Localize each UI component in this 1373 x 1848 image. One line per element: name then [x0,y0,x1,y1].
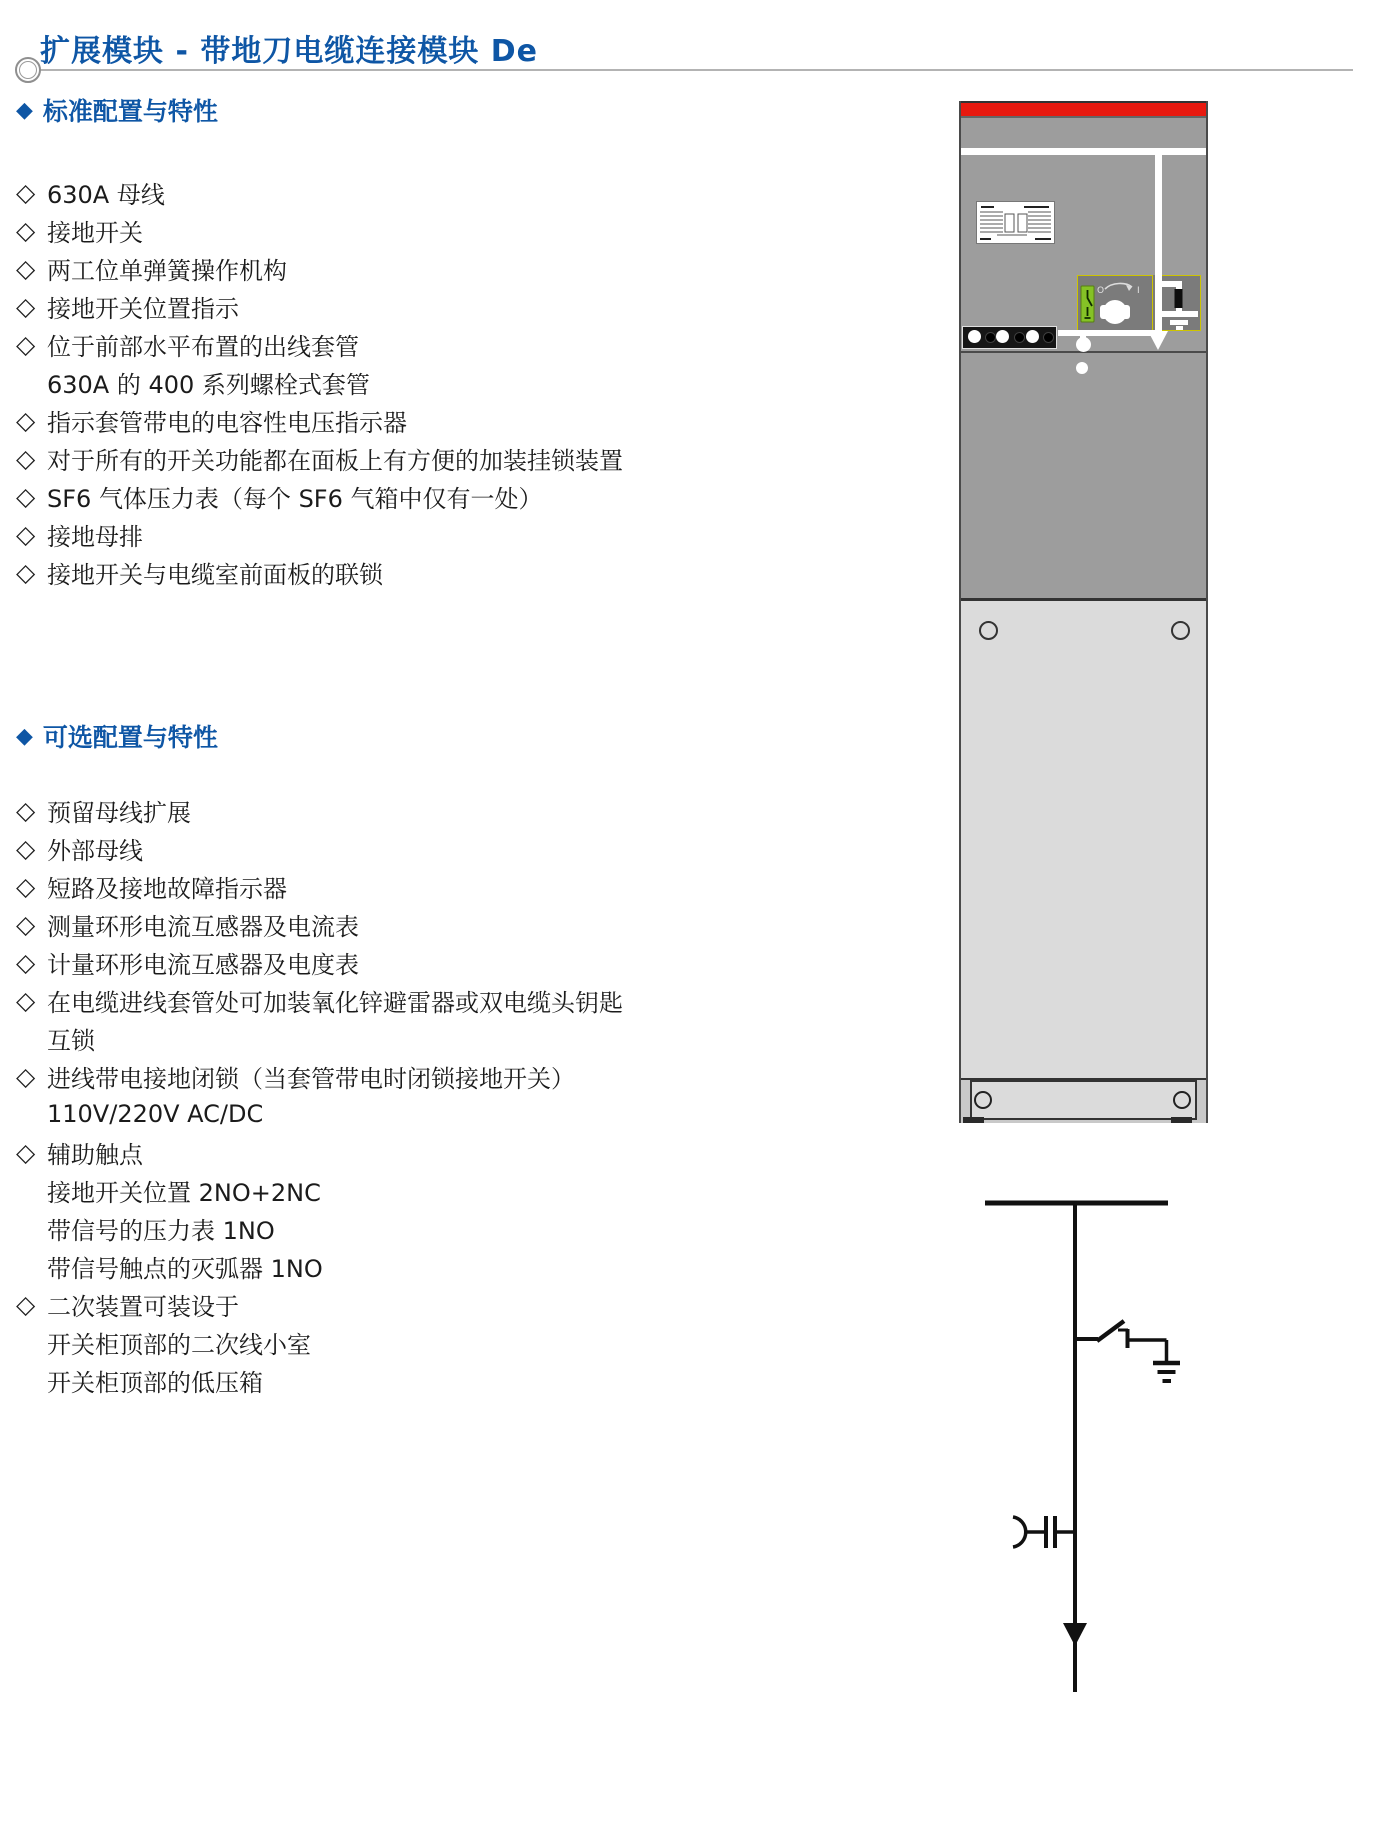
section-heading-optional [16,718,218,754]
diamond-bullet-icon: ◇ [16,177,36,207]
busbar-white-line [959,148,1208,155]
list-item-continuation: 630A 的 400 系列螺栓式套管 [47,370,370,399]
diamond-bullet-icon: ◇ [16,519,36,549]
knob-on-label: I [1137,286,1140,296]
panel-screw [979,621,998,640]
single-line-diagram [980,1190,1210,1710]
filled-diamond-icon: ◆ [16,97,33,123]
cabinet-foot [1171,1117,1192,1123]
diamond-bullet-icon: ◇ [16,1289,36,1319]
diamond-bullet-icon: ◇ [16,253,36,283]
list-item: ◇ 两工位单弹簧操作机构 [16,253,287,285]
diamond-bullet-icon: ◇ [16,909,36,939]
list-item-continuation: 接地开关位置 2NO+2NC [47,1178,321,1207]
diamond-bullet-icon: ◇ [16,291,36,321]
diamond-bullet-icon: ◇ [16,947,36,977]
base-screw [974,1091,992,1109]
header-rule [29,69,1353,71]
switch-operation-area [1077,275,1153,331]
cabinet-red-stripe [959,103,1208,116]
diamond-bullet-icon: ◇ [16,871,36,901]
list-item-continuation: 开关柜顶部的低压箱 [47,1368,263,1397]
list-item: ◇ 进线带电接地闭锁（当套管带电时闭锁接地开关） [16,1061,575,1093]
list-item-continuation: 带信号的压力表 1NO [47,1216,275,1245]
diamond-bullet-icon: ◇ [16,833,36,863]
cable-compartment-panel [959,598,1208,1081]
list-item: ◇ 接地开关与电缆室前面板的联锁 [16,557,383,589]
cabinet-right-edge [1206,101,1208,1123]
optional-feature-list [16,791,623,1399]
voltage-indicator-arc [1013,1517,1026,1547]
list-item-continuation: 互锁 [47,1026,95,1055]
page-title: 扩展模块 - 带地刀电缆连接模块 De [40,34,539,69]
list-item: ◇ 接地母排 [16,519,143,551]
rating-plate [976,201,1055,244]
diamond-bullet-icon: ◇ [16,329,36,359]
earthing-connection-area [1157,275,1201,331]
indicator-dot [1043,332,1054,343]
list-item: ◇ 短路及接地故障指示器 [16,871,287,903]
bushing-indicator-strip [962,326,1057,349]
interlock-button-circle-small [1076,362,1088,374]
diamond-bullet-icon: ◇ [16,215,36,245]
operating-mechanism-panel [1077,275,1201,331]
filled-diamond-icon: ◆ [16,723,33,749]
white-connector-line [1058,330,1155,336]
standard-feature-list [16,173,623,591]
list-item: ◇ 在电缆进线套管处可加装氧化锌避雷器或双电缆头钥匙 [16,985,623,1017]
list-item: ◇ SF6 气体压力表（每个 SF6 气箱中仅有一处） [16,481,543,513]
base-screw [1173,1091,1191,1109]
list-item: ◇ 接地开关位置指示 [16,291,239,323]
list-item-continuation: 开关柜顶部的二次线小室 [47,1330,311,1359]
diamond-bullet-icon: ◇ [16,481,36,511]
section-heading-standard [16,92,218,128]
cabinet-stripe-edge [959,116,1208,118]
diamond-bullet-icon: ◇ [16,557,36,587]
list-item: ◇ 预留母线扩展 [16,795,191,827]
section-heading-text: 可选配置与特性 [42,723,218,752]
diamond-bullet-icon: ◇ [16,985,36,1015]
bushing-circle [1026,330,1039,343]
list-item: ◇ 二次装置可装设于 [16,1289,239,1321]
diamond-bullet-icon: ◇ [16,443,36,473]
list-item: ◇ 辅助触点 [16,1137,143,1169]
panel-screw [1171,621,1190,640]
switchgear-cabinet-image [959,101,1208,1123]
list-item-continuation: 110V/220V AC/DC [47,1100,264,1128]
ring-ornament [15,57,41,83]
list-item: ◇ 位于前部水平布置的出线套管 [16,329,359,361]
interlock-button-circle [1076,337,1091,352]
bushing-circle [996,330,1009,343]
feeder-arrow-icon [1148,331,1168,350]
knob-off-label: O [1097,286,1105,296]
cabinet-base-plate [970,1080,1197,1120]
list-item: ◇ 接地开关 [16,215,143,247]
section-heading-text: 标准配置与特性 [42,97,218,126]
indicator-dot [1014,332,1025,343]
diamond-bullet-icon: ◇ [16,795,36,825]
diamond-bullet-icon: ◇ [16,1137,36,1167]
cable-arrow-icon [1063,1623,1087,1646]
cabinet-foot [963,1117,984,1123]
bushing-circle [968,330,981,343]
diamond-bullet-icon: ◇ [16,405,36,435]
bushing-symbol [1175,289,1183,308]
list-item-continuation: 带信号触点的灭弧器 1NO [47,1254,323,1283]
list-item: ◇ 测量环形电流互感器及电流表 [16,909,359,941]
cabinet-left-edge [959,101,961,1123]
list-item: ◇ 对于所有的开关功能都在面板上有方便的加装挂锁装置 [16,443,623,475]
indicator-dot [985,332,996,343]
busbar-dropper-line [1155,152,1162,332]
diamond-bullet-icon: ◇ [16,1061,36,1091]
list-item: ◇ 外部母线 [16,833,143,865]
list-item: ◇ 指示套管带电的电容性电压指示器 [16,405,407,437]
list-item: ◇ 计量环形电流互感器及电度表 [16,947,359,979]
list-item: ◇ 630A 母线 [16,177,165,209]
